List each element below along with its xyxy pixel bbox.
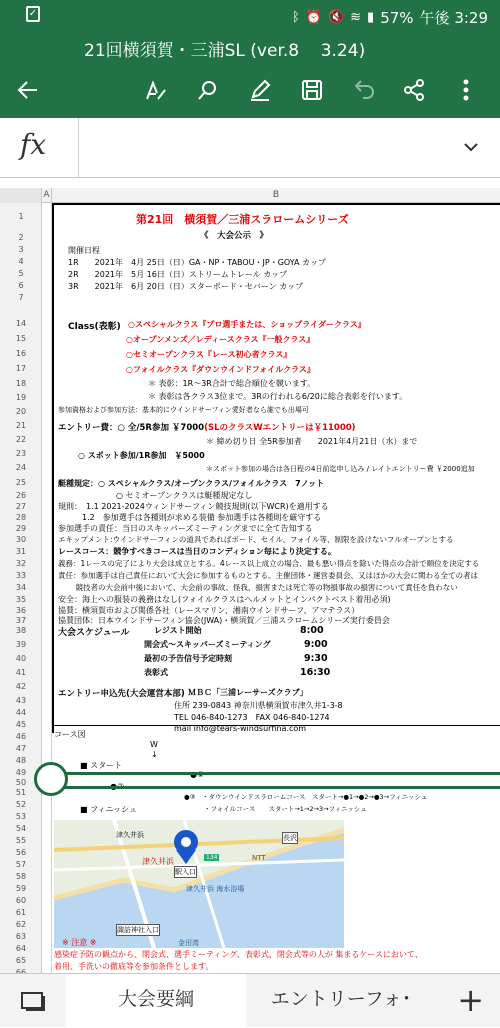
row-header[interactable]: 19 [15,393,27,402]
finish-label: ■ フィニッシュ [80,805,137,814]
entry-organizer: ＭＢＣ「三浦レーサーズクラブ」 [188,688,308,697]
row-header[interactable]: 43 [15,696,27,705]
formula-divider [78,118,79,178]
map-label-station-exit: 駅入口 [175,868,196,876]
row-header[interactable]: 36 [15,606,27,615]
caution-heading: ※ 注意 ※ [62,938,97,947]
save-icon [299,77,325,103]
row-header[interactable]: 5 [18,269,24,278]
chevron-down-icon [462,138,480,156]
share-button[interactable] [396,72,432,108]
rule-3: 参加選手の責任：当日のスキッパーズミーティングまでに全て告知する [58,524,313,533]
row-header[interactable]: 15 [15,334,27,343]
spot-fee: ○ スポット参加/1R参加 ￥5000 [78,451,205,460]
rule-4: エキップメント:ウインドサーフィンの道具であればボード、セイル、フォイル等、制限を設けないフルオープンとする [58,535,454,544]
rule-8: 安全：海上への服装の義務はなし(フォイルクラスはヘルメットとインパクトベスト着用必須) [58,595,391,604]
entry-fee [58,421,356,433]
round-2: 2R 2021年 5月 16日（日）ストリームトレール カップ [68,270,288,279]
rule-2: 1.2 参加選手は各種則が求める装備 参加選手は各種則を厳守する [82,513,322,522]
row-header[interactable]: 58 [15,872,27,881]
sheet-tabs-bar [0,973,500,1027]
caution-text-2: 着用、手洗いの徹底等を参加条件とします。 [54,962,214,971]
row-header[interactable]: 35 [15,595,27,604]
formula-bar[interactable] [0,118,500,178]
select-all-corner[interactable] [0,188,42,203]
start-label: ■ スタート [80,761,123,770]
rule-9: 協賛：横須賀市および関係各社（レースマリン、湘南ウインドサーフ、アマテラス） [58,606,360,615]
row-header[interactable]: 45 [15,720,27,729]
row-header[interactable]: 46 [15,732,27,741]
row-header[interactable]: 42 [15,682,27,691]
edit-button[interactable] [242,72,278,108]
row-selection-bottom [52,786,500,789]
map-label-shrine: 諏訪神社入口 [117,926,159,934]
map-label-bay: 金田湾 [178,939,199,947]
row-header[interactable]: 38 [15,626,27,635]
class-foil: ○フォイルクラス『ダウンウインドフォイルクラス』 [126,365,315,374]
save-button[interactable] [294,72,330,108]
row-header[interactable]: 54 [15,824,27,833]
class-open: ○オープンメンズ／レディースクラス『一般クラス』 [126,335,315,344]
round-3: 3R 2021年 6月 20日（日）スターボード・セバーン カップ [68,282,304,291]
sheet-tab-event-guide[interactable]: 大会要綱 [66,974,246,1028]
row-header[interactable]: 44 [15,708,27,717]
doc-title: 第21回 横須賀／三浦スラロームシリーズ [136,213,349,226]
gear-rule: 艇種規定：○ スペシャルクラス/オープンクラス/フォイルクラス 7ノット [58,479,325,488]
course-description: ●③ ・ダウンウインドスラロームコース スタート→●1→●2→●3→フィニッシュ [184,793,428,801]
row-header[interactable]: 16 [15,349,27,358]
foil-course-description: ・フォイルコース スタート→1→2→3→フィニッシュ [204,805,367,813]
mute-icon: 🔇 [327,10,345,25]
status-bar [0,0,500,32]
row-header[interactable]: 20 [15,407,27,416]
row-header[interactable]: 30 [15,535,27,544]
row-header[interactable]: 47 [15,744,27,753]
row-header[interactable]: 51 [15,788,27,797]
row-header[interactable]: 50 [15,778,27,787]
row-header[interactable]: 14 [15,319,27,328]
row-header[interactable]: 59 [15,884,27,893]
entry-fee-double: (SLのクラスWエントリーは￥11000) [204,423,356,433]
award-note-2: ＊ 表彰は各クラス3位まで。3Rの行われる6/20に総合表彰を行います。 [148,392,408,401]
row-header[interactable]: 23 [15,449,27,458]
schedule-item-3: 最初の予告信号予定時刻 [144,654,232,663]
alarm-icon: ⏰ [305,10,322,25]
sheet-grid[interactable] [52,203,500,973]
row-header[interactable]: 60 [15,896,27,905]
notification-check-icon: ✓ [26,6,40,22]
row-header[interactable]: 28 [15,513,27,522]
row-header[interactable]: 6 [18,281,24,290]
qualification: 参加資格および参加方法：基本的にウインドサーフィン愛好者なら誰でも出場可 [58,406,309,414]
row-header[interactable]: 48 [15,756,27,765]
signal-icon: ▮ [367,10,375,25]
map-label-town: 津久井浜 [116,831,144,839]
rule-1: 規則： 1.1 2021-2024ウィンドサーフィン競技規則(以下WCR)を適用する [58,502,329,511]
function-icon[interactable]: fx [20,128,47,161]
row-header[interactable]: 34 [15,583,27,592]
back-button[interactable] [10,72,46,108]
undo-icon [351,77,377,103]
row-header[interactable]: 4 [18,257,24,266]
format-button[interactable] [138,72,174,108]
row-header[interactable]: 22 [15,435,27,444]
class-special: ○スペシャルクラス『プロ選手または、ショップライダークラス』 [128,320,366,329]
entry-phone: TEL 046-840-1273 FAX 046-840-1274 [174,713,330,722]
row-header[interactable]: 1 [18,212,24,221]
row-header[interactable]: 29 [15,524,27,533]
rule-5: 義務：1レースの完了により大会は成立とする。4レース以上成立の場合、最も悪い得点を除いた得点の合計で順位を決定する [58,559,480,568]
bluetooth-icon: ᛒ [291,10,300,25]
schedule-title: 大会スケジュール [58,628,130,638]
pencil-icon [247,77,273,103]
schedule-time-3: 9:30 [304,653,328,664]
selection-handle[interactable] [34,762,68,796]
more-vertical-icon [453,77,479,103]
schedule-item-2: 開会式～スキッパーズミーティング [144,640,271,649]
row-header[interactable]: 33 [15,571,27,580]
row-header[interactable]: 40 [15,654,27,663]
add-sheet-button[interactable]: + [457,981,484,1019]
row-header[interactable]: 3 [18,245,24,254]
round-1: 1R 2021年 4月 25日（日）GA・NP・TABOU・JP・GOYA カップ [68,258,326,267]
rule-10: 協賛団体：日本ウインドサーフィン協会(JWA)・横須賀／三浦スラロームシリーズ実行委員会 [58,616,390,625]
format-pen-icon [143,77,169,103]
row-header[interactable]: 64 [15,944,27,953]
row-header[interactable]: 37 [15,616,27,625]
more-options-button[interactable] [448,72,484,108]
row-header[interactable]: 39 [15,640,27,649]
caution-text-1: 感染症予防の観点から、閉会式、選手ミーティング、表彰式、閉会式等の人が 集まるケースにおいて、 [54,950,423,959]
battery-level: 57% [380,8,414,27]
row-selection-top [52,772,500,775]
row-header[interactable]: 18 [15,379,27,388]
wind-arrow-icon: ↓ [151,750,158,759]
undo-button[interactable] [346,72,382,108]
column-header-bar [0,188,500,203]
search-button[interactable] [190,72,226,108]
row-header[interactable]: 24 [15,463,27,472]
row-header[interactable]: 65 [15,956,27,965]
schedule-time-2: 9:00 [304,639,328,650]
award-note-1: ＊ 表彰：1R～3R合計で総合順位を競います。 [148,379,316,388]
sheets-overview-button[interactable] [0,974,66,1028]
course-heading: コース図 [54,730,86,739]
document-title: 21回横須賀・三浦SL (ver.8 3.24) [84,41,366,61]
row-header[interactable]: 26 [15,491,27,500]
schedule-item-4: 表彰式 [144,668,168,677]
rule-7: 競技者の大会前中後において、大会前の事故、怪我、損害または死亡等の物損事故の損害について責任を負わない [68,583,458,592]
wind-label: W [150,740,158,749]
doc-subtitle: 《 大会公示 》 [200,231,269,241]
map-label-beach: 津久井浜 海水浴場 [186,885,245,893]
class-label: Class(表彰) [68,322,121,332]
row-header[interactable]: 25 [15,478,27,487]
deadline: ＊ 締め切り日 全5R参加者 2021年4月21日（水）まで [206,437,418,446]
row-header[interactable]: 21 [15,421,27,430]
spot-note: ＊スポット参加の場合は各日程の4日前迄申し込み / レイトエントリー費 ￥2000追加 [206,465,475,473]
column-header-a[interactable]: A [42,188,52,203]
row-header[interactable]: 55 [15,836,27,845]
course-note: レースコース：競争すべきコースは当日のコンディション毎により決定する。 [58,547,336,556]
gear-rule-2: ○ セミオープンクラスは艇種規定なし [116,491,253,500]
row-header[interactable]: 52 [15,800,27,809]
search-icon [195,77,221,103]
wifi-icon: ≋ [350,10,362,25]
schedule-time-4: 16:30 [300,667,331,678]
column-header-b[interactable]: B [272,190,280,200]
row-header[interactable]: 17 [15,364,27,373]
schedule-time-1: 8:00 [300,625,324,636]
row-header[interactable]: 49 [15,768,27,777]
entry-fee-text: エントリー費：○ 全/5R参加 ￥7000 [58,423,205,433]
entry-address: 住所 239-0843 神奈川県横須賀市津久井1-3-8 [174,701,343,710]
schedule-heading: 開催日程 [68,246,100,255]
clock: 午後 3:29 [419,9,488,27]
row-header[interactable]: 53 [15,812,27,821]
sheet-tab-entry-form[interactable]: エントリーフォ･ [270,988,412,1010]
rule-6: 責任：参加選手は自己責任において大会に参加するものとする。主催団体・運営委員会、又はほかの大会に関わる全ての者は [58,571,478,580]
row-header[interactable]: 7 [18,293,24,302]
status-icons [292,7,488,28]
app-bar [0,32,500,118]
row-header[interactable]: 56 [15,848,27,857]
sheets-icon [20,990,46,1012]
map-route-sign: 134 [206,854,218,861]
expand-formula-button[interactable] [462,138,480,160]
schedule-item-1: レジスト開始 [154,626,202,635]
map-label-nagasawa: 長沢 [283,834,297,842]
row-header[interactable]: 57 [15,860,27,869]
row-header[interactable]: 61 [15,908,27,917]
row-header[interactable]: 41 [15,668,27,677]
map-label-station: 津久井浜 [142,857,174,866]
row-header[interactable]: 32 [15,559,27,568]
event-notice-document [52,203,500,733]
row-header-bar [0,203,42,973]
entry-email: mail info@tears-windsurfina.com [174,724,307,733]
row-header[interactable]: 63 [15,932,27,941]
row-header[interactable]: 31 [15,547,27,556]
row-header[interactable]: 2 [18,233,24,242]
entry-contact-heading: エントリー申込先(大会運営本部) [58,689,185,699]
row-header[interactable]: 27 [15,502,27,511]
share-icon [401,77,427,103]
map-label-ntt: NTT [252,854,266,862]
column-a-cells[interactable] [42,203,52,973]
row-header[interactable]: 62 [15,920,27,929]
class-semi-open: ○セミオープンクラス『レース初心者クラス』 [126,350,292,359]
back-arrow-icon [15,77,41,103]
venue-map [54,820,344,948]
